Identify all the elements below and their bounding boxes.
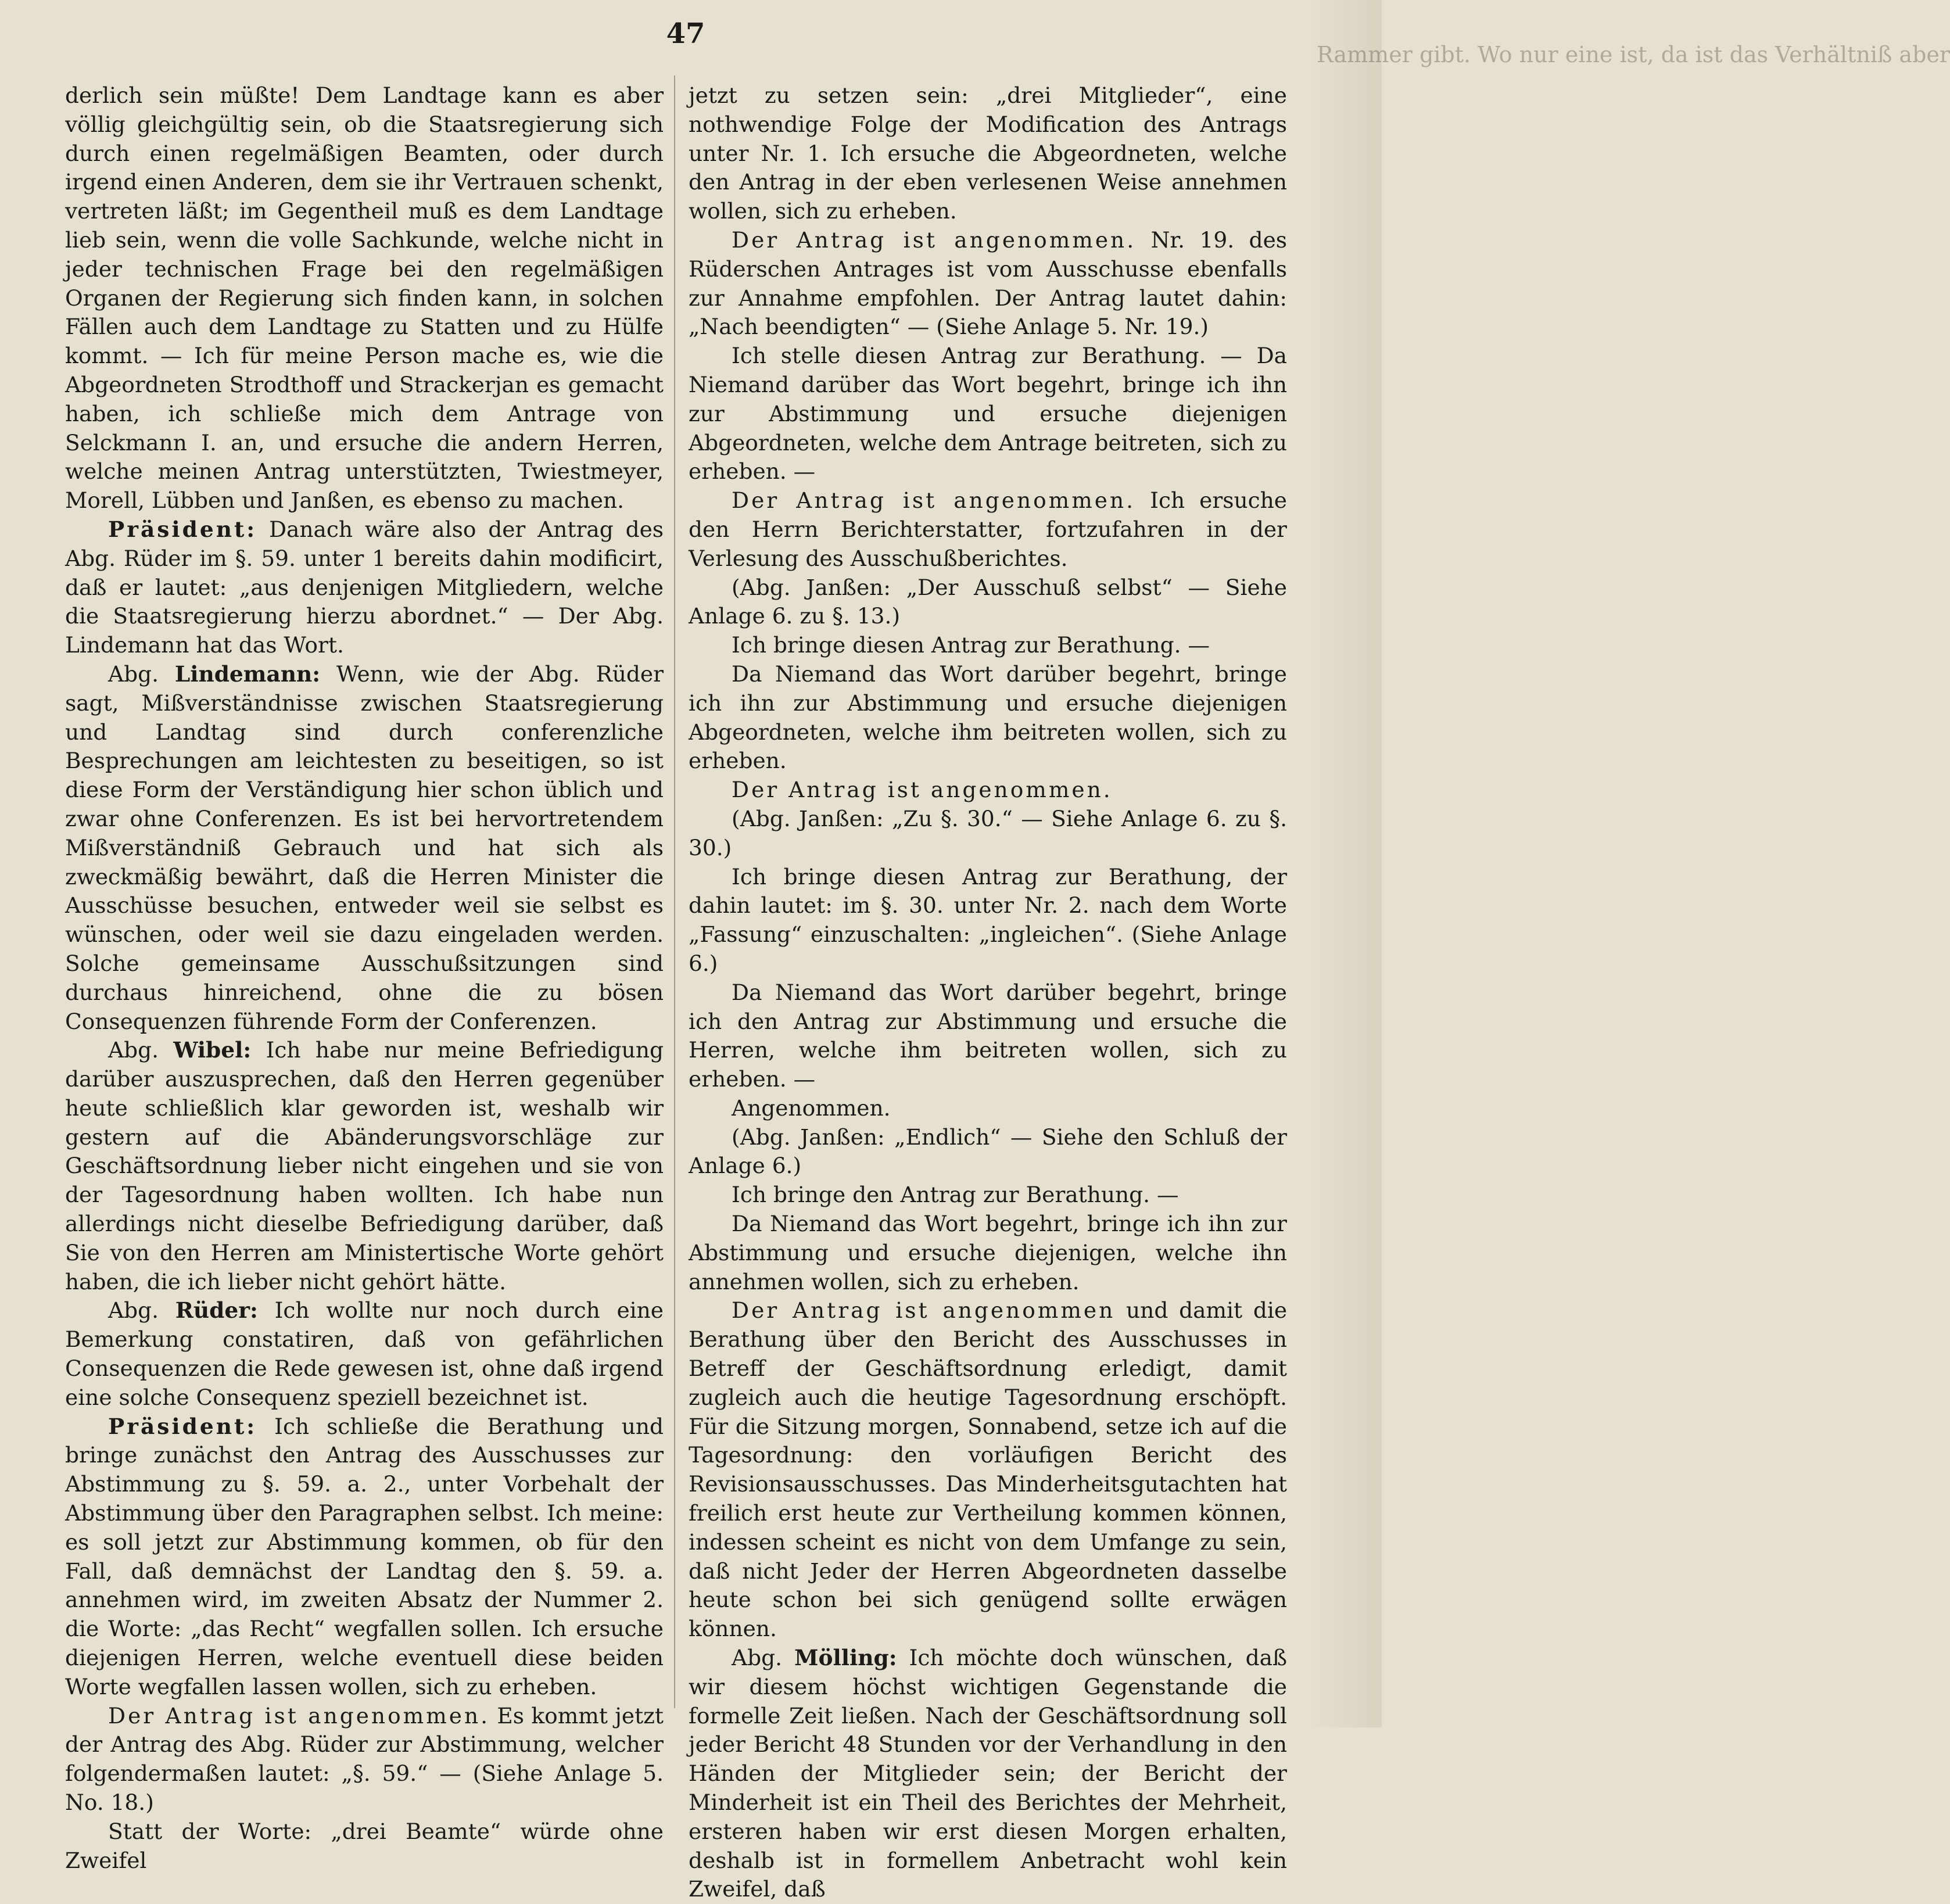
spaced-text: Der Antrag ist angenommen. (732, 227, 1137, 253)
paragraph (65, 1702, 664, 1817)
spaced-text: Der Antrag ist angenommen. (732, 487, 1136, 514)
speaker-name: Präsident: (108, 516, 257, 542)
spaced-text: Der Antrag ist angenommen (732, 1297, 1116, 1324)
paragraph-text: Nr. 19. des Rüderschen Antrages ist vom Ausschusse ebenfalls zur Annahme empfohlen. Der Antrag lautet dahin: „Nach beendigten“ — (Siehe Anlage 5. Nr. 19.) (689, 227, 1288, 340)
speaker-name: Wibel: (173, 1037, 252, 1063)
paragraph-text: Wenn, wie der Abg. Rüder sagt, Mißverständnisse zwischen Staatsregierung und Landtag sind durch conferenzliche Besprechungen am leichtesten zu beseitigen, so ist diese Form der Verständigung hier schon üblich und zwar ohne Conferenzen. Es ist bei hervortretendem Mißverständniß Gebrauch und hat sich als zweckmäßig bewährt, daß die Herren Minister die Ausschüsse besuchen, entweder weil sie selbst es wünschen, oder weil sie dazu eingeladen werden. Solche gemeinsame Ausschußsitzungen sind durchaus hinreichend, ohne die zu bösen Consequenzen führende Form der Conferenzen. (65, 661, 664, 1034)
speaker-prefix: Abg. (108, 661, 159, 687)
page-number: 47 (666, 17, 705, 50)
paragraph: Angenommen. (732, 1095, 891, 1121)
speaker-name: Lindemann: (174, 661, 321, 687)
paragraph (65, 515, 664, 660)
paragraph: (Abg. Janßen: „Endlich“ — Siehe den Schluß der Anlage 6.) (689, 1124, 1287, 1179)
bleed-text: Rammer gibt. Wo nur eine ist, da ist das Verhältniß aber (1317, 42, 1950, 67)
speaker-prefix: Abg. (732, 1645, 783, 1671)
paragraph-text: Danach wäre also der Antrag des Abg. Rüder im §. 59. unter 1 bereits dahin modificirt, daß er lautet: „aus denjenigen Mitgliedern, welche die Staatsregierung hierzu abordnet.“ — Der Abg. Lindemann hat das Wort. (65, 516, 664, 658)
right-column (689, 81, 1287, 1904)
paragraph: Statt der Worte: „drei Beamte“ würde ohne Zweifel (65, 1818, 664, 1873)
paragraph: Ich stelle diesen Antrag zur Berathung. — Da Niemand darüber das Wort begehrt, bringe ich ihn zur Abstimmung und ersuche diejenigen Abgeordneten, welche dem Antrage beitreten, sich zu erheben. — (689, 343, 1287, 485)
paragraph: Da Niemand das Wort darüber begehrt, bringe ich ihn zur Abstimmung und ersuche diejenigen Abgeordneten, welche ihm beitreten wollen, sich zu erheben. (689, 661, 1287, 774)
paragraph: (Abg. Janßen: „Zu §. 30.“ — Siehe Anlage 6. zu §. 30.) (689, 805, 1287, 860)
paragraph: Da Niemand das Wort begehrt, bringe ich ihn zur Abstimmung und ersuche diejenigen, welche ihn annehmen wollen, sich zu erheben. (689, 1211, 1287, 1295)
speaker-name: Präsident: (108, 1413, 257, 1439)
paragraph-text: Ich schließe die Berathung und bringe zunächst den Antrag des Ausschusses zur Abstimmung zu §. 59. a. 2., unter Vorbehalt der Abstimmung über den Paragraphen selbst. Ich meine: es soll jetzt zur Abstimmung kommen, ob für den Fall, daß demnächst der Landtag den §. 59. a. annehmen wird, im zweiten Absatz der Nummer 2. die Worte: „das Recht“ wegfallen sollen. Ich ersuche diejenigen Herren, welche eventuell diese beiden Worte wegfallen lassen wollen, sich zu erheben. (65, 1413, 664, 1699)
paragraph: jetzt zu setzen sein: „drei Mitglieder“, eine nothwendige Folge der Modification des Antrags unter Nr. 1. Ich ersuche die Abgeordneten, welche den Antrag in der eben verlesenen Weise annehmen wollen, sich zu erheben. (689, 83, 1287, 224)
speaker-name: Rüder: (175, 1297, 258, 1324)
left-column (65, 81, 664, 1875)
paragraph (65, 1412, 664, 1702)
paragraph (689, 226, 1287, 342)
column-divider (674, 76, 675, 1708)
paragraph-text: Ich wollte nur noch durch eine Bemerkung constatiren, daß von gefährlichen Consequenzen die Rede gewesen ist, ohne daß irgend eine solche Consequenz speziell bezeichnet ist. (65, 1297, 664, 1410)
paragraph-text: Es kommt jetzt der Antrag des Abg. Rüder zur Abstimmung, welcher folgendermaßen lautet: „§. 59.“ — (Siehe Anlage 5. No. 18.) (65, 1702, 664, 1816)
paragraph-text: und damit die Berathung über den Bericht des Ausschusses in Betreff der Geschäftsordnung erledigt, damit zugleich auch die heutige Tagesordnung erschöpft. Für die Sitzung morgen, Sonnabend, setze ich auf die Tagesordnung: den vorläufigen Bericht des Revisionsausschusses. Das Minderheitsgutachten hat freilich erst heute zur Vertheilung kommen können, indessen scheint es nicht von dem Umfange zu sein, daß nicht Jeder der Herren Abgeordneten dasselbe heute schon bei sich genügend sollte erwägen können. (689, 1297, 1288, 1642)
paragraph (689, 1296, 1287, 1644)
paragraph: Da Niemand das Wort darüber begehrt, bringe ich den Antrag zur Abstimmung und ersuche die Herren, welche ihm beitreten wollen, sich zu erheben. — (689, 979, 1287, 1092)
spaced-text: Der Antrag ist angenommen. (108, 1702, 490, 1729)
paragraph-text: Ich habe nur meine Befriedigung darüber auszusprechen, daß den Herren gegenüber heute schließlich klar geworden ist, weshalb wir gestern auf die Abänderungsvorschläge zur Geschäftsordnung lieber nicht eingehen und sie von der Tagesordnung haben wollten. Ich habe nun allerdings nicht dieselbe Befriedigung darüber, daß Sie von den Herren am Ministertische Worte gehört haben, die ich lieber nicht gehört hätte. (65, 1037, 664, 1295)
speaker-prefix: Abg. (108, 1037, 159, 1063)
paragraph: Ich bringe den Antrag zur Berathung. — (732, 1182, 1179, 1208)
adjacent-page-bleed (1306, 0, 1950, 1727)
paragraph-text: Ich möchte doch wünschen, daß wir diesem höchst wichtigen Gegenstande die formelle Zeit ließen. Nach der Geschäftsordnung soll jeder Bericht 48 Stunden vor der Verhandlung in den Händen der Mitglieder sein; der Bericht der Minderheit ist ein Theil des Berichtes der Mehrheit, ersteren haben wir erst diesen Morgen erhalten, deshalb ist in formellem Anbetracht wohl kein Zweifel, daß (689, 1645, 1288, 1902)
speaker-name: Mölling: (794, 1645, 897, 1671)
paragraph (65, 660, 664, 1036)
paragraph: (Abg. Janßen: „Der Ausschuß selbst“ — Siehe Anlage 6. zu §. 13.) (689, 574, 1287, 629)
paragraph (689, 1644, 1287, 1904)
paragraph: Ich bringe diesen Antrag zur Berathung. — (732, 632, 1210, 658)
paragraph: derlich sein müßte! Dem Landtage kann es aber völlig gleichgültig sein, ob die Staatsregierung sich durch einen regelmäßigen Beamten, oder durch irgend einen Anderen, dem sie ihr Vertrauen schenkt, vertreten läßt; im Gegentheil muß es dem Landtage lieb sein, wenn die volle Sachkunde, welche nicht in jeder technischen Frage bei den regelmäßigen Organen der Regierung sich finden kann, in solchen Fällen auch dem Landtage zu Statten und zu Hülfe kommt. — Ich für meine Person mache es, wie die Abgeordneten Strodthoff und Strackerjan es gemacht haben, ich schließe mich dem Antrage von Selckmann I. an, und ersuche die andern Herren, welche meinen Antrag unterstützten, Twiestmeyer, Morell, Lübben und Janßen, es ebenso zu machen. (65, 83, 664, 514)
speaker-prefix: Abg. (108, 1297, 159, 1324)
paragraph: Ich bringe diesen Antrag zur Berathung, der dahin lautet: im §. 30. unter Nr. 2. nach dem Worte „Fassung“ einzuschalten: „ingleichen“. (Siehe Anlage 6.) (689, 863, 1287, 976)
paragraph: Der Antrag ist angenommen. (732, 777, 1113, 803)
paragraph (689, 486, 1287, 573)
paragraph (65, 1296, 664, 1412)
paragraph (65, 1036, 664, 1296)
paragraph-text: Ich ersuche den Herrn Berichterstatter, fortzufahren in der Verlesung des Ausschußberichtes. (689, 487, 1288, 571)
